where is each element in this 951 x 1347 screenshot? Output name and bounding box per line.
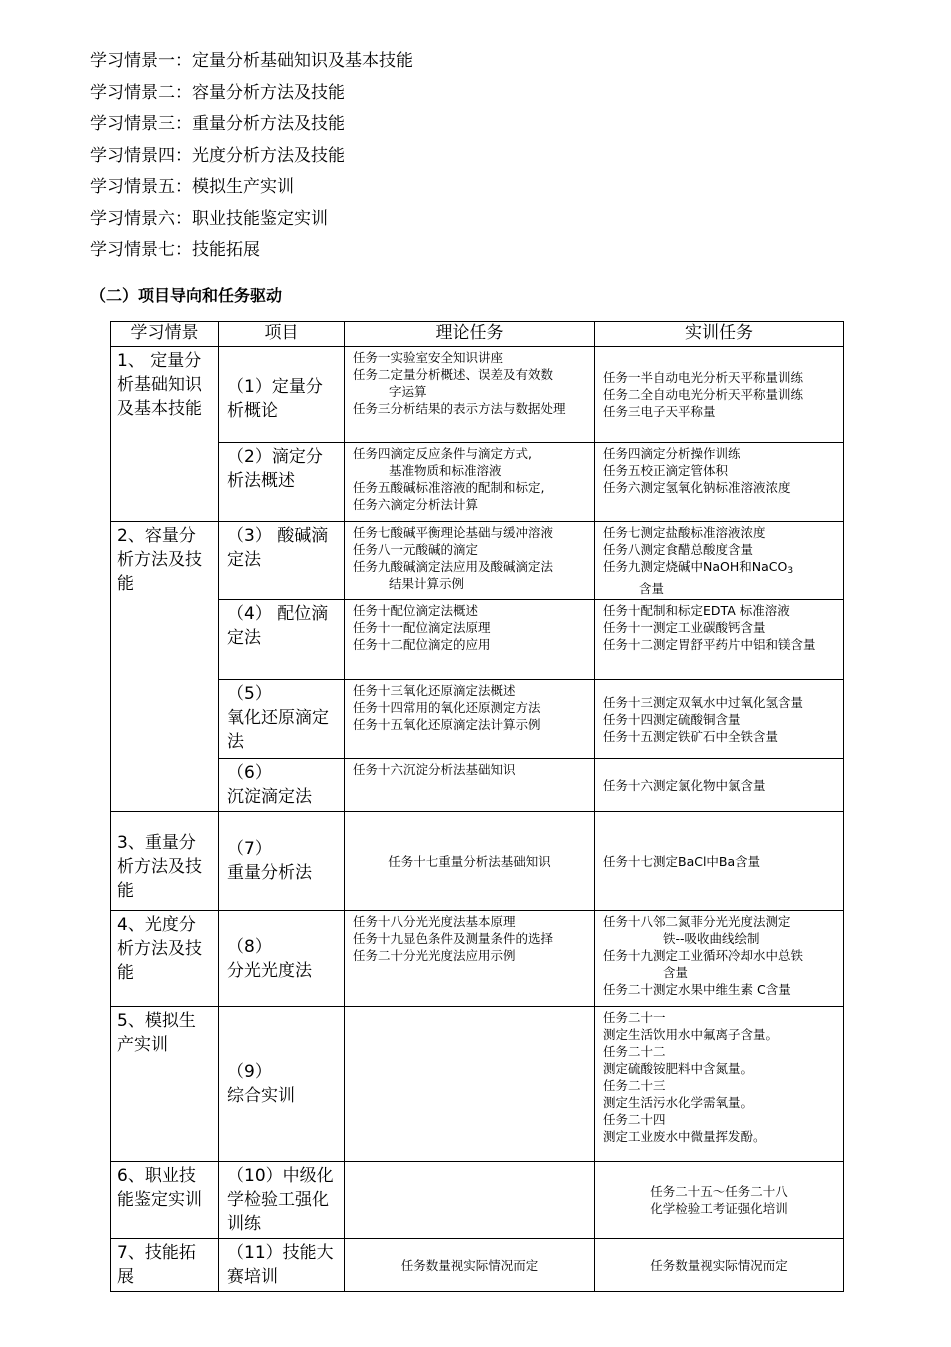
- scenario-cell: [111, 812, 219, 911]
- scenario-cell: [111, 1239, 219, 1292]
- project-label: （4） 配位滴定法: [227, 604, 329, 648]
- column-header-scenario: 学习情景: [111, 322, 219, 347]
- project-label: （3） 酸碱滴定法: [227, 526, 329, 570]
- practice-task: 任务十七测定BaCl中Ba含量: [603, 853, 761, 869]
- practice-task: 任务二十三: [603, 1078, 666, 1093]
- theory-cell: [345, 911, 595, 1007]
- project-cell: [219, 443, 345, 522]
- practice-cell: [595, 1007, 844, 1162]
- theory-task: 任务八一元酸碱的滴定: [353, 542, 479, 557]
- table-row: [111, 600, 844, 680]
- practice-cell: [595, 443, 844, 522]
- practice-task: 任务十四测定硫酸铜含量: [603, 711, 741, 727]
- project-label: 分光光度法: [227, 960, 312, 981]
- scenario-cell: [111, 1162, 219, 1239]
- theory-task: 任务十配位滴定法概述: [353, 603, 479, 618]
- theory-task: 任务十六沉淀分析法基础知识: [353, 762, 516, 777]
- theory-task: 任务十三氧化还原滴定法概述: [353, 683, 516, 698]
- practice-task: 任务八测定食醋总酸度含量: [603, 542, 754, 557]
- theory-task: 字运算: [389, 384, 427, 399]
- subscript: 3: [787, 566, 794, 576]
- theory-cell: [345, 680, 595, 759]
- practice-task: 任务十配制和标定EDTA 标准溶液: [603, 603, 790, 618]
- project-label: （7）: [227, 839, 272, 859]
- project-cell: [219, 1162, 345, 1239]
- table-row: [111, 522, 844, 600]
- theory-task: 结果计算示例: [389, 576, 465, 591]
- practice-cell: [595, 911, 844, 1007]
- theory-task: 任务一实验室安全知识讲座: [353, 350, 504, 365]
- project-cell: [219, 1007, 345, 1162]
- project-label: （2）滴定分析法概述: [227, 447, 323, 491]
- practice-task: 任务十二测定胃舒平药片中铝和镁含量: [603, 637, 816, 652]
- theory-task: 任务六滴定分析法计算: [353, 497, 479, 512]
- practice-cell: [595, 522, 844, 600]
- practice-task: 任务二十五～任务二十八: [650, 1184, 788, 1199]
- theory-task: 任务十一配位滴定法原理: [353, 620, 491, 635]
- scenario-cell-text: 7、技能拓展: [117, 1243, 196, 1287]
- project-cell: [219, 911, 345, 1007]
- scenario-item: 学习情景一：定量分析基础知识及基本技能: [90, 51, 413, 71]
- project-label: 综合实训: [227, 1086, 295, 1106]
- section-heading: （二）项目导向和任务驱动: [90, 286, 283, 305]
- practice-cell: [595, 1239, 844, 1292]
- theory-task: 任务十七重量分析法基础知识: [388, 853, 551, 869]
- practice-task: 任务二十一: [603, 1010, 666, 1025]
- practice-task: 任务三电子天平称量: [603, 404, 716, 419]
- project-label: （8）: [227, 936, 272, 957]
- theory-task: 任务十二配位滴定的应用: [353, 637, 491, 652]
- practice-task: 任务六测定氢氧化钠标准溶液浓度: [603, 480, 791, 495]
- theory-cell: [345, 600, 595, 680]
- column-header-practice: 实训任务: [595, 322, 844, 347]
- scenario-cell-text: 1、 定量分析基础知识及基本技能: [117, 351, 202, 419]
- practice-task: 任务二十二: [603, 1044, 666, 1059]
- table-header-row: [111, 322, 844, 347]
- practice-task: 铁--吸收曲线绘制: [663, 931, 760, 946]
- scenario-cell-text: 6、职业技能鉴定实训: [117, 1166, 202, 1210]
- theory-cell: [345, 759, 595, 812]
- project-label: 沉淀滴定法: [227, 787, 312, 807]
- project-label: （10）中级化学检验工强化训练: [227, 1166, 334, 1234]
- theory-task: 任务五酸碱标准溶液的配制和标定,: [353, 480, 545, 495]
- theory-task: 任务数量视实际情况而定: [400, 1257, 539, 1273]
- project-cell: [219, 1239, 345, 1292]
- project-label: （5）: [227, 684, 272, 704]
- project-cell: [219, 759, 345, 812]
- practice-task: 任务十八邻二氮菲分光光度法测定: [603, 914, 791, 929]
- theory-cell-empty: [345, 1007, 595, 1162]
- practice-task: 任务五校正滴定管体积: [603, 463, 729, 478]
- scenario-item: 学习情景五：模拟生产实训: [90, 177, 294, 197]
- theory-task: 任务十八分光光度法基本原理: [353, 914, 516, 929]
- practice-task: 任务七测定盐酸标准溶液浓度: [603, 525, 766, 540]
- table-row: [111, 1007, 844, 1162]
- project-cell: [219, 347, 345, 443]
- scenario-item: 学习情景二：容量分析方法及技能: [90, 82, 345, 103]
- practice-task: 任务一半自动电光分析天平称量训练: [603, 370, 804, 385]
- table-row: [111, 1162, 844, 1239]
- scenario-item: 学习情景六：职业技能鉴定实训: [90, 208, 328, 229]
- project-cell: [219, 522, 345, 600]
- scenario-cell-text: 4、光度分析方法及技能: [117, 915, 202, 983]
- project-label: 重量分析法: [227, 863, 312, 883]
- column-header-theory: 理论任务: [345, 322, 595, 347]
- table-row: [111, 812, 844, 911]
- table-row: [111, 347, 844, 443]
- practice-task: 任务十九测定工业循环冷却水中总铁: [603, 948, 804, 963]
- project-cell: [219, 812, 345, 911]
- practice-cell: [595, 759, 844, 812]
- practice-cell: [595, 680, 844, 759]
- practice-task: 任务二十四: [603, 1112, 666, 1127]
- theory-cell: [345, 812, 595, 911]
- practice-task: 任务二全自动电光分析天平称量训练: [603, 387, 804, 402]
- scenario-item: 学习情景四：光度分析方法及技能: [90, 145, 345, 166]
- project-cell: [219, 680, 345, 759]
- theory-cell: [345, 347, 595, 443]
- practice-task: 测定硫酸铵肥料中含氮量。: [603, 1061, 754, 1076]
- table-row: [111, 1239, 844, 1292]
- practice-task: 测定生活饮用水中氟离子含量。: [603, 1027, 779, 1042]
- practice-task: 任务数量视实际情况而定: [650, 1257, 788, 1273]
- table-row: [111, 759, 844, 812]
- theory-task: 基准物质和标准溶液: [389, 463, 502, 478]
- practice-task: 测定生活污水化学需氧量。: [603, 1095, 754, 1110]
- practice-cell: [595, 812, 844, 911]
- project-label: （11）技能大赛培训: [227, 1243, 334, 1287]
- practice-cell: [595, 347, 844, 443]
- project-label: （9）: [227, 1062, 272, 1082]
- scenario-list: [90, 48, 413, 269]
- theory-task: 任务十九显色条件及测量条件的选择: [353, 931, 554, 946]
- theory-cell: [345, 1239, 595, 1292]
- practice-cell: [595, 1162, 844, 1239]
- practice-cell: [595, 600, 844, 680]
- scenario-item: 学习情景七：技能拓展: [90, 240, 260, 260]
- scenario-cell: [111, 911, 219, 1007]
- project-label: （1）定量分析概论: [227, 376, 323, 421]
- curriculum-table: [110, 321, 844, 1292]
- project-cell: [219, 600, 345, 680]
- theory-task: 任务四滴定反应条件与滴定方式,: [353, 446, 532, 461]
- scenario-cell: [111, 347, 219, 522]
- theory-task: 任务三分析结果的表示方法与数据处理: [353, 401, 566, 416]
- table-row: [111, 443, 844, 522]
- theory-task: 任务十五氧化还原滴定法计算示例: [353, 717, 541, 732]
- practice-task: 任务十三测定双氧水中过氧化氢含量: [603, 694, 804, 710]
- scenario-cell-text: 3、重量分析方法及技能: [117, 833, 202, 901]
- theory-task: 任务九酸碱滴定法应用及酸碱滴定法: [353, 559, 554, 574]
- theory-cell: [345, 522, 595, 600]
- practice-task: 任务十一测定工业碳酸钙含量: [603, 620, 766, 635]
- theory-cell-empty: [345, 1162, 595, 1239]
- scenario-cell-text: 2、容量分析方法及技能: [117, 526, 202, 594]
- theory-task: 任务七酸碱平衡理论基础与缓冲溶液: [353, 525, 554, 540]
- theory-task: 任务二定量分析概述、误差及有效数: [353, 367, 554, 382]
- practice-task: 含量: [639, 581, 665, 596]
- project-label: 氧化还原滴定法: [227, 708, 329, 752]
- scenario-item: 学习情景三：重量分析方法及技能: [90, 114, 345, 134]
- column-header-project: 项目: [219, 322, 345, 347]
- practice-task: 测定工业废水中微量挥发酚。: [603, 1129, 766, 1144]
- theory-task: 任务十四常用的氧化还原测定方法: [353, 700, 541, 715]
- table-row: [111, 680, 844, 759]
- table-row: [111, 911, 844, 1007]
- practice-task: 任务十六测定氯化物中氯含量: [603, 777, 766, 793]
- scenario-cell: [111, 1007, 219, 1162]
- scenario-cell: [111, 522, 219, 812]
- theory-cell: [345, 443, 595, 522]
- theory-task: 任务二十分光光度法应用示例: [353, 948, 516, 963]
- practice-task: 任务二十测定水果中维生素 C含量: [603, 982, 791, 997]
- practice-task: 化学检验工考证强化培训: [650, 1201, 788, 1216]
- practice-task: 任务四滴定分析操作训练: [603, 446, 741, 461]
- practice-task: 任务九测定烧碱中NaOH和NaCO: [603, 559, 788, 574]
- project-label: （6）: [227, 763, 272, 783]
- scenario-cell-text: 5、模拟生产实训: [117, 1011, 196, 1055]
- practice-task: 含量: [663, 965, 689, 980]
- practice-task: 任务十五测定铁矿石中全铁含量: [603, 728, 779, 744]
